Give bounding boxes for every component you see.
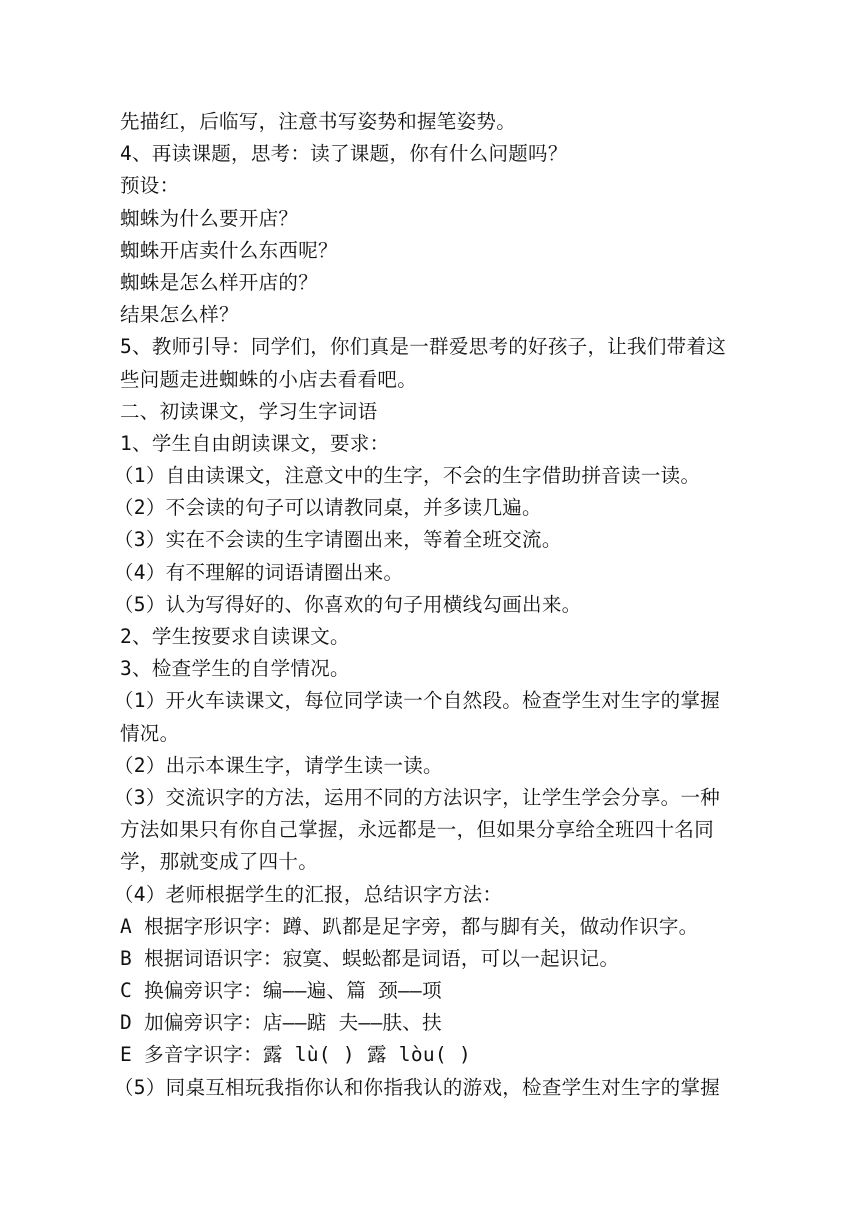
text-line: A 根据字形识字：蹲、趴都是足字旁，都与脚有关，做动作识字。	[120, 914, 699, 938]
text-line: （3）实在不会读的生字请圈出来，等着全班交流。	[114, 528, 562, 552]
text-line: （2）不会读的句子可以请教同桌，并多读几遍。	[114, 496, 542, 520]
text-line: （1）自由读课文，注意文中的生字，不会的生字借助拼音读一读。	[114, 464, 701, 488]
text-line: 蜘蛛是怎么样开店的？	[120, 270, 319, 294]
text-line: 结果怎么样？	[120, 303, 239, 327]
text-line: 蜘蛛开店卖什么东西呢？	[120, 238, 338, 262]
text-line: 2、学生按要求自读课文。	[120, 625, 350, 648]
text-line: 学，那就变成了四十。	[120, 850, 319, 874]
text-line: 蜘蛛为什么要开店？	[120, 206, 299, 230]
text-line: （3）交流识字的方法，运用不同的方法识字，让学生学会分享。一种	[114, 785, 721, 809]
text-line: （5）认为写得好的、你喜欢的句子用横线勾画出来。	[114, 592, 582, 616]
text-line: 4、再读课题，思考：读了课题，你有什么问题吗？	[120, 142, 568, 166]
text-line: 1、学生自由朗读课文，要求：	[120, 431, 390, 455]
text-line: （2）出示本课生字，请学生读一读。	[114, 753, 443, 777]
text-line: 方法如果只有你自己掌握，永远都是一，但如果分享给全班四十名同	[120, 818, 715, 842]
text-line: 预设：	[120, 174, 180, 198]
section-heading: 二、初读课文，学习生字词语	[120, 399, 378, 423]
document-body	[114, 106, 740, 1104]
text-line: E 多音字识字：露 lù( ) 露 lòu( )	[120, 1043, 472, 1067]
text-line: 些问题走进蜘蛛的小店去看看吧。	[120, 367, 418, 391]
text-line: 情况。	[120, 721, 180, 745]
text-line: （5）同桌互相玩我指你认和你指我认的游戏，检查学生对生字的掌握	[114, 1075, 721, 1099]
text-line: C 换偏旁识字：编——遍、篇 颈——项	[120, 979, 442, 1003]
text-line: 3、检查学生的自学情况。	[120, 657, 350, 681]
text-line: （4）老师根据学生的汇报，总结识字方法：	[114, 882, 503, 906]
text-line: （1）开火车读课文，每位同学读一个自然段。检查学生对生字的掌握	[114, 689, 721, 713]
text-line: （4）有不理解的词语请圈出来。	[114, 560, 404, 584]
text-line: D 加偏旁识字：店——踮 夫——肤、扶	[120, 1011, 442, 1035]
text-line: 5、教师引导：同学们，你们真是一群爱思考的好孩子，让我们带着这	[120, 335, 727, 359]
text-line: 先描红，后临写，注意书写姿势和握笔姿势。	[120, 110, 517, 133]
text-line: B 根据词语识字：寂寞、蜈蚣都是词语，可以一起识记。	[120, 946, 620, 970]
